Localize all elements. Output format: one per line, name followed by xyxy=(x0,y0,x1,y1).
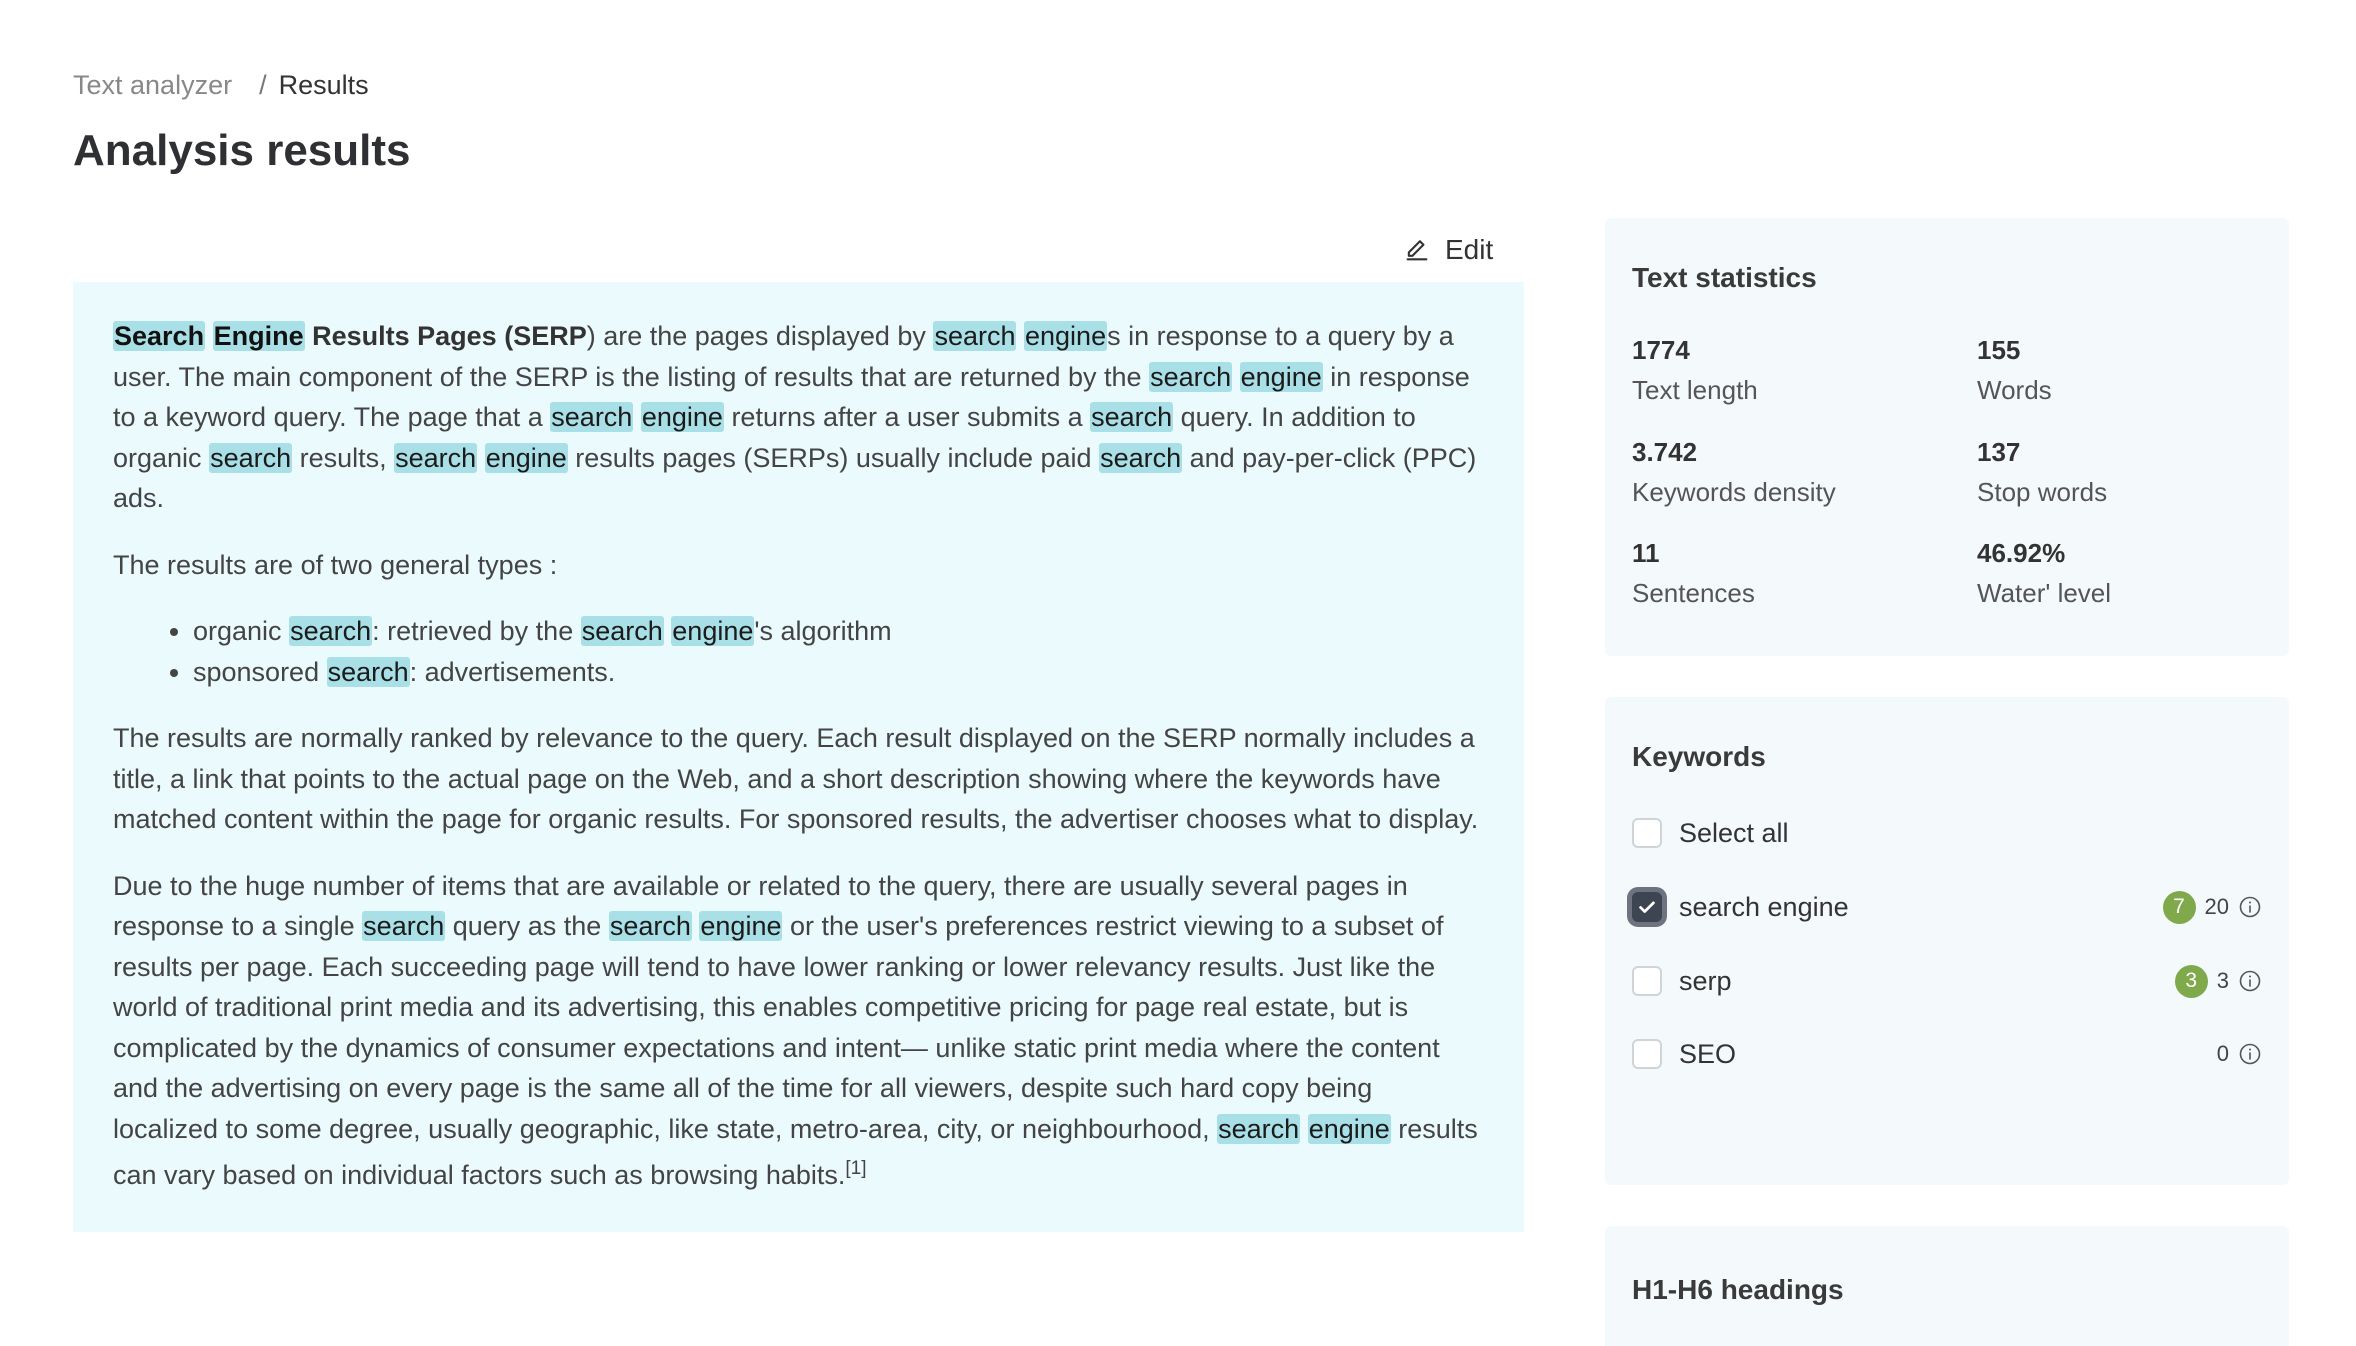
keyword-label[interactable]: SEO xyxy=(1679,1038,1737,1069)
text-fragment: in response to a keyword query. The page that a xyxy=(113,361,1470,432)
keywords-title: Keywords xyxy=(1632,741,1766,772)
check-icon xyxy=(1636,896,1658,918)
breadcrumb-separator: / xyxy=(259,70,267,100)
edit-button[interactable] xyxy=(1403,230,1493,270)
pencil-icon xyxy=(1403,236,1431,264)
keyword-highlight: Search xyxy=(114,321,205,351)
text-statistics-title: Text statistics xyxy=(1632,262,1817,293)
breadcrumb-text-analyzer[interactable]: Text analyzer xyxy=(73,70,233,100)
keyword-checkbox[interactable] xyxy=(1632,1039,1662,1069)
reference-link[interactable]: [1] xyxy=(845,1158,867,1179)
page-title: Analysis results xyxy=(73,126,411,175)
text-fragment: results can vary based on individual factors such as browsing habits. xyxy=(113,1113,1478,1190)
keyword-highlight: search xyxy=(1100,442,1182,473)
text-fragment: SERP xyxy=(513,321,587,351)
keywords-card xyxy=(1605,697,2289,1185)
stat-stop-words xyxy=(1977,432,2107,512)
keyword-count: 0 xyxy=(2216,1041,2229,1066)
keyword-highlight: search xyxy=(934,321,1016,351)
text-paragraph-2: The results are of two general types : xyxy=(113,549,558,580)
info-icon[interactable] xyxy=(2238,895,2262,919)
stat-value: 3.742 xyxy=(1632,437,1698,467)
analyzed-text-panel xyxy=(73,282,1524,1232)
stat-label: Words xyxy=(1977,375,2052,405)
keyword-highlight: engine xyxy=(1240,361,1322,392)
text-paragraph-3: The results are normally ranked by relevance to the query. Each result displayed on the SERP normally includes a title, a link that points to the actual page on the Web, and a short description showing where the keywords have matched content within the page for organic results. For sponsored results, the advertiser chooses what to display. xyxy=(113,723,1479,834)
stat-value: 11 xyxy=(1632,538,1660,568)
keyword-checkbox[interactable] xyxy=(1632,966,1662,996)
keyword-label[interactable]: search engine xyxy=(1679,891,1849,922)
keyword-meta xyxy=(2217,1041,2262,1067)
text-fragment: : retrieved by the xyxy=(372,616,581,646)
keyword-checkbox[interactable] xyxy=(1632,892,1662,922)
keyword-highlight: search xyxy=(1218,1113,1300,1144)
keyword-highlight: search xyxy=(210,442,292,473)
keyword-meta xyxy=(2175,965,2262,998)
stat-label: Keywords density xyxy=(1632,477,1836,507)
select-all-checkbox[interactable] xyxy=(1632,818,1662,848)
keyword-highlight: search xyxy=(290,616,372,646)
keyword-highlight: engine xyxy=(485,442,567,473)
stat-label: Stop words xyxy=(1977,477,2108,507)
stat-text-length xyxy=(1632,330,1758,410)
text-fragment: : advertisements. xyxy=(409,656,616,687)
text-fragment: results pages (SERPs) usually include paid xyxy=(567,442,1100,473)
keyword-highlight: search xyxy=(581,616,663,646)
stat-label: Water' level xyxy=(1977,578,2112,608)
keyword-meta xyxy=(2163,891,2262,924)
text-fragment: results, xyxy=(292,442,395,473)
headings-card xyxy=(1605,1226,2289,1346)
list-item xyxy=(193,652,1484,693)
text-fragment: query. In addition to organic xyxy=(113,402,1416,473)
stat-value: 155 xyxy=(1977,335,2021,365)
info-icon[interactable] xyxy=(2238,1042,2262,1066)
keyword-highlight: engine xyxy=(641,402,723,432)
keyword-row-seo[interactable] xyxy=(1632,1034,2262,1074)
text-fragment: Due to the huge number of items that are available or related to the query, there are usually several pages in response to a single xyxy=(113,870,1408,941)
text-fragment: s in response to a query by a user. The main component of the SERP is the listing of results that are returned by the xyxy=(113,321,1454,392)
keyword-highlight: search xyxy=(551,402,633,432)
keyword-occurrence-badge: 7 xyxy=(2163,891,2196,924)
stat-label: Sentences xyxy=(1632,578,1755,608)
keyword-highlight: engine xyxy=(672,616,754,646)
text-paragraph-4 xyxy=(113,866,1484,1196)
keyword-count: 3 xyxy=(2216,968,2229,993)
stat-water-level xyxy=(1977,533,2111,613)
info-icon[interactable] xyxy=(2238,969,2262,993)
text-fragment: organic xyxy=(193,616,290,646)
keyword-highlight: engine xyxy=(1308,1113,1390,1144)
stat-value: 137 xyxy=(1977,437,2021,467)
keyword-highlight: search xyxy=(609,911,691,941)
breadcrumb-current: Results xyxy=(278,70,369,100)
keyword-highlight: engine xyxy=(1025,321,1107,351)
text-fragment: sponsored xyxy=(193,656,327,687)
list-item xyxy=(193,611,1484,652)
keyword-label[interactable]: serp xyxy=(1679,965,1732,996)
stat-sentences xyxy=(1632,533,1755,613)
text-statistics-card xyxy=(1605,218,2289,656)
keyword-occurrence-badge: 3 xyxy=(2175,965,2208,998)
keyword-highlight: search xyxy=(1150,361,1232,392)
text-fragment: and pay-per-click (PPC) ads. xyxy=(113,442,1477,513)
stat-value: 1774 xyxy=(1632,335,1690,365)
breadcrumb xyxy=(73,70,369,101)
text-fragment: 's algorithm xyxy=(754,616,892,646)
stat-keywords-density xyxy=(1632,432,1836,512)
keyword-highlight: search xyxy=(327,656,409,687)
text-list xyxy=(113,611,1484,692)
keyword-highlight: search xyxy=(1091,402,1173,432)
headings-title: H1-H6 headings xyxy=(1632,1274,1844,1305)
stat-label: Text length xyxy=(1632,375,1758,405)
select-all-row[interactable] xyxy=(1632,813,2262,853)
keyword-highlight: search xyxy=(395,442,477,473)
keyword-row-search-engine[interactable] xyxy=(1632,887,2262,927)
stat-value: 46.92% xyxy=(1977,538,2066,568)
text-fragment: returns after a user submits a xyxy=(723,402,1091,432)
select-all-label[interactable]: Select all xyxy=(1679,817,1789,848)
keyword-row-serp[interactable] xyxy=(1632,961,2262,1001)
keyword-count: 20 xyxy=(2204,894,2229,919)
keyword-highlight: Engine xyxy=(213,321,304,351)
text-fragment: Results Pages ( xyxy=(312,321,514,351)
edit-label: Edit xyxy=(1445,234,1494,265)
text-fragment: or the user's preferences restrict viewing to a subset of results per page. Each succeeding page will tend to have lower ranking or lower relevancy results. Just like the world of traditional print media and its advertising, this enables competitive pricing for page real estate, but is complicated by the dynamics of consumer expectations and intent— unlike static print media where the content and the advertising on every page is the same all of the time for all viewers, despite such hard copy being localized to some degree, usually geographic, like state, metro-area, city, or neighbourhood, xyxy=(113,911,1444,1144)
stat-words xyxy=(1977,330,2052,410)
text-paragraph-1 xyxy=(113,316,1484,519)
text-fragment: query as the xyxy=(445,911,609,941)
text-fragment: ) are the pages displayed by xyxy=(586,321,934,351)
keyword-highlight: search xyxy=(363,911,445,941)
keyword-highlight: engine xyxy=(700,911,782,941)
